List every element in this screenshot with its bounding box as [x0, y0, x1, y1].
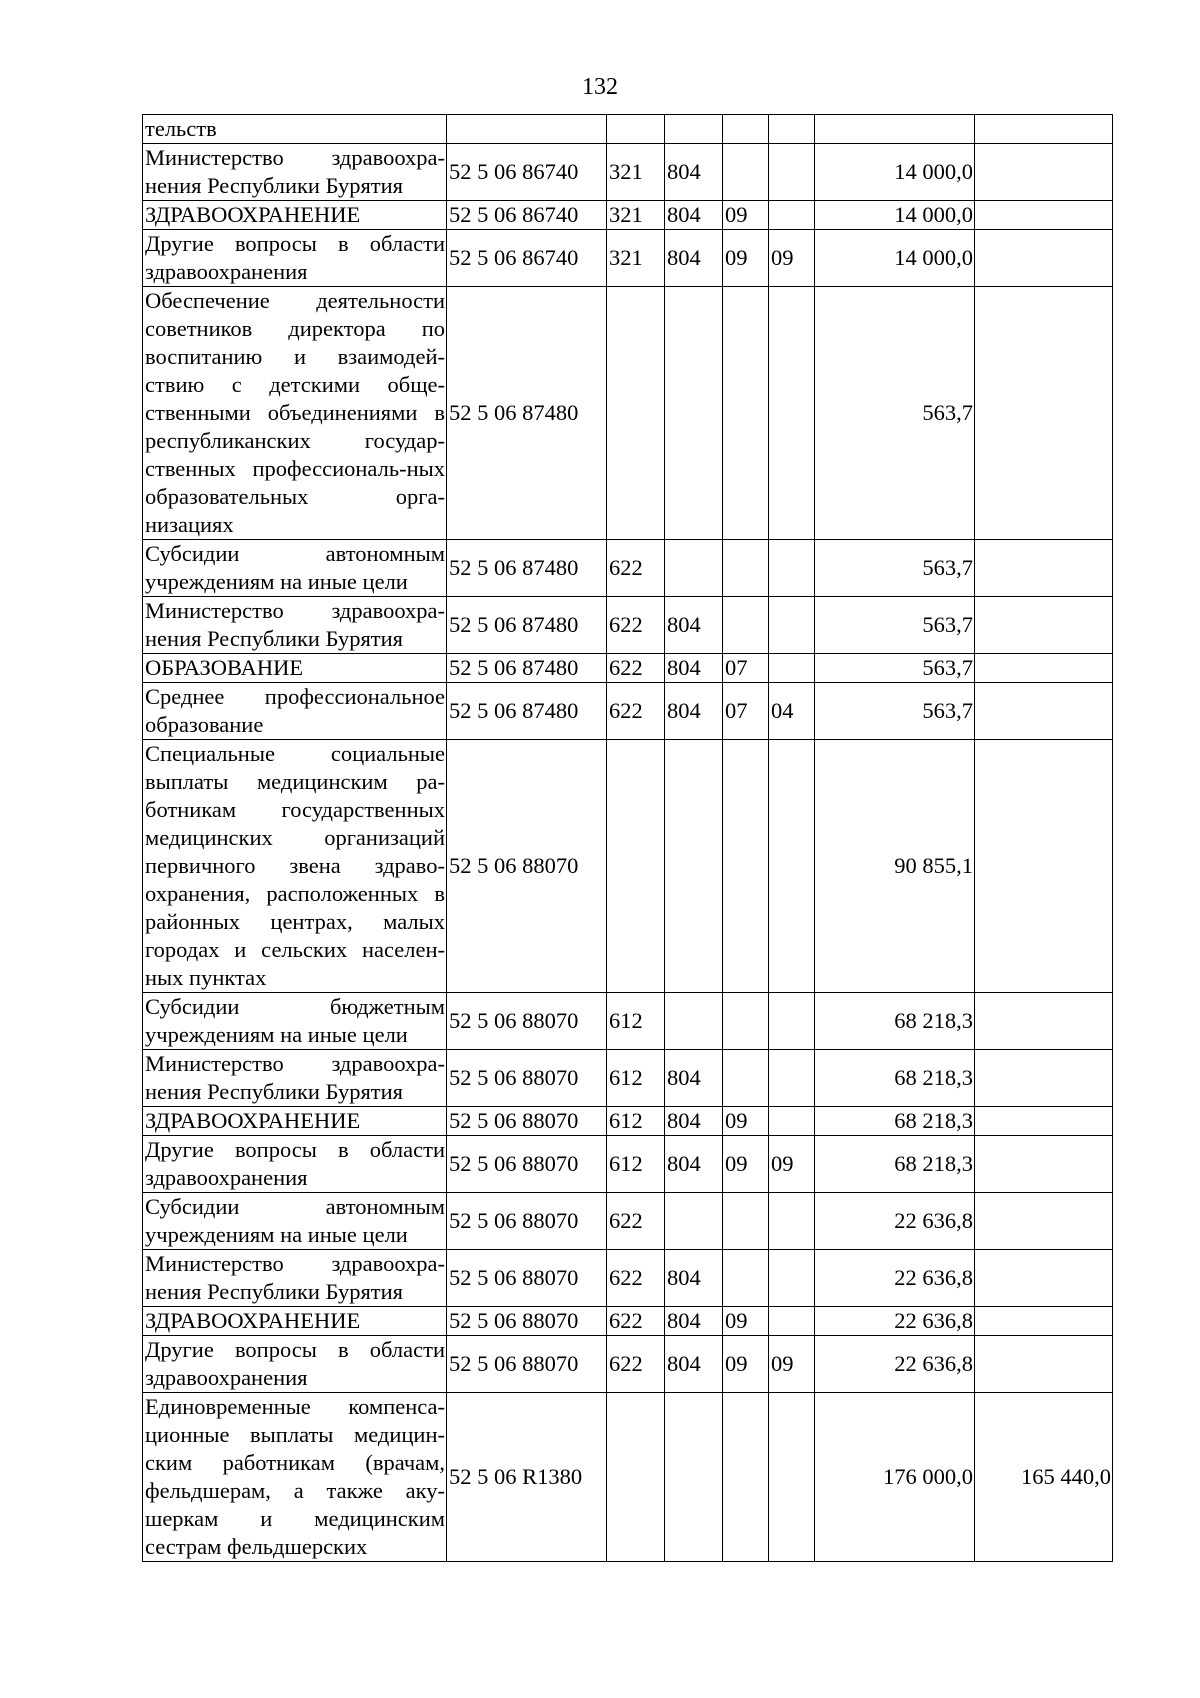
row-code: 52 5 06 88070: [447, 1136, 607, 1193]
row-name: ОБРАЗОВАНИЕ: [143, 654, 447, 683]
row-amount-2: [975, 287, 1113, 540]
row-kvr: 321: [607, 230, 665, 287]
row-code: 52 5 06 87480: [447, 683, 607, 740]
row-amount: [815, 115, 975, 144]
row-kvr: 612: [607, 1050, 665, 1107]
row-amount-2: [975, 1336, 1113, 1393]
row-name: Другие вопросы в области здравоохранения: [143, 1136, 447, 1193]
row-grbs: [665, 740, 723, 993]
row-code: 52 5 06 87480: [447, 540, 607, 597]
row-amount: 68 218,3: [815, 1136, 975, 1193]
row-code: [447, 115, 607, 144]
table-row: [143, 1193, 1113, 1250]
row-name: тельств: [143, 115, 447, 144]
row-name: ЗДРАВООХРАНЕНИЕ: [143, 1307, 447, 1336]
row-pr: 09: [769, 230, 815, 287]
row-amount: 22 636,8: [815, 1307, 975, 1336]
table-row: [143, 1393, 1113, 1562]
row-grbs: 804: [665, 230, 723, 287]
row-rz: [723, 540, 769, 597]
row-amount-2: [975, 1050, 1113, 1107]
table-row: [143, 230, 1113, 287]
table-row: [143, 740, 1113, 993]
row-amount-2: [975, 654, 1113, 683]
row-pr: [769, 1107, 815, 1136]
row-code: 52 5 06 86740: [447, 144, 607, 201]
row-amount-2: [975, 1193, 1113, 1250]
row-kvr: 622: [607, 683, 665, 740]
row-grbs: [665, 540, 723, 597]
row-amount-2: [975, 1136, 1113, 1193]
row-pr: [769, 597, 815, 654]
row-grbs: 804: [665, 201, 723, 230]
row-amount: 68 218,3: [815, 993, 975, 1050]
table-row: [143, 597, 1113, 654]
row-rz: [723, 1393, 769, 1562]
row-amount: 563,7: [815, 540, 975, 597]
table-row: [143, 144, 1113, 201]
row-code: 52 5 06 88070: [447, 993, 607, 1050]
row-pr: [769, 993, 815, 1050]
row-amount-2: [975, 1250, 1113, 1307]
row-amount-2: [975, 597, 1113, 654]
row-amount-2: [975, 1307, 1113, 1336]
row-amount: 176 000,0: [815, 1393, 975, 1562]
row-amount: 68 218,3: [815, 1050, 975, 1107]
row-code: 52 5 06 88070: [447, 1193, 607, 1250]
row-name: Обеспечение деятельности советников директора по воспитанию и взаимодей-ствию с детскими обще-ственными объединениями в республиканских государ-ственных профессиональ-ных образовательных орга-низациях: [143, 287, 447, 540]
table-row: [143, 115, 1113, 144]
row-rz: 09: [723, 1107, 769, 1136]
row-rz: [723, 287, 769, 540]
row-name: ЗДРАВООХРАНЕНИЕ: [143, 1107, 447, 1136]
row-rz: 09: [723, 1307, 769, 1336]
row-pr: 09: [769, 1136, 815, 1193]
row-pr: [769, 115, 815, 144]
row-rz: [723, 1193, 769, 1250]
row-grbs: 804: [665, 1250, 723, 1307]
table-row: [143, 1307, 1113, 1336]
row-amount-2: [975, 993, 1113, 1050]
row-amount: 563,7: [815, 654, 975, 683]
row-kvr: 321: [607, 201, 665, 230]
row-code: 52 5 06 87480: [447, 287, 607, 540]
row-pr: [769, 1050, 815, 1107]
row-kvr: 321: [607, 144, 665, 201]
row-grbs: [665, 1193, 723, 1250]
row-rz: 09: [723, 1136, 769, 1193]
row-kvr: 612: [607, 1136, 665, 1193]
row-code: 52 5 06 87480: [447, 654, 607, 683]
row-grbs: 804: [665, 144, 723, 201]
row-amount-2: [975, 683, 1113, 740]
row-kvr: 622: [607, 1307, 665, 1336]
row-amount-2: [975, 540, 1113, 597]
row-amount-2: [975, 201, 1113, 230]
row-grbs: 804: [665, 1107, 723, 1136]
row-grbs: 804: [665, 1307, 723, 1336]
table-row: [143, 1336, 1113, 1393]
row-amount-2: [975, 1107, 1113, 1136]
row-name: Субсидии бюджетным учреждениям на иные цели: [143, 993, 447, 1050]
row-pr: [769, 287, 815, 540]
table-row: [143, 993, 1113, 1050]
row-code: 52 5 06 88070: [447, 1336, 607, 1393]
row-rz: 09: [723, 230, 769, 287]
row-amount: 22 636,8: [815, 1336, 975, 1393]
table-row: [143, 287, 1113, 540]
row-amount-2: [975, 115, 1113, 144]
row-kvr: 622: [607, 597, 665, 654]
table-row: [143, 683, 1113, 740]
row-name: Субсидии автономным учреждениям на иные цели: [143, 540, 447, 597]
row-grbs: [665, 993, 723, 1050]
row-pr: [769, 1250, 815, 1307]
row-rz: [723, 115, 769, 144]
row-pr: [769, 740, 815, 993]
row-pr: [769, 201, 815, 230]
row-name: ЗДРАВООХРАНЕНИЕ: [143, 201, 447, 230]
row-grbs: 804: [665, 597, 723, 654]
row-name: Министерство здравоохра-нения Республики Бурятия: [143, 597, 447, 654]
row-amount: 22 636,8: [815, 1250, 975, 1307]
row-kvr: [607, 287, 665, 540]
row-pr: [769, 540, 815, 597]
row-grbs: [665, 287, 723, 540]
table-row: [143, 1250, 1113, 1307]
table-row: [143, 540, 1113, 597]
row-code: 52 5 06 R1380: [447, 1393, 607, 1562]
row-kvr: 622: [607, 1336, 665, 1393]
page-number: 132: [582, 74, 618, 100]
row-name: Министерство здравоохра-нения Республики Бурятия: [143, 1050, 447, 1107]
row-pr: 04: [769, 683, 815, 740]
row-kvr: 622: [607, 654, 665, 683]
budget-table: [142, 114, 1113, 1562]
row-name: Министерство здравоохра-нения Республики Бурятия: [143, 1250, 447, 1307]
row-amount: 14 000,0: [815, 201, 975, 230]
row-code: 52 5 06 88070: [447, 1050, 607, 1107]
row-grbs: 804: [665, 1050, 723, 1107]
row-amount-2: 165 440,0: [975, 1393, 1113, 1562]
row-name: Единовременные компенса-ционные выплаты медицин-ским работникам (врачам, фельдшерам, а также аку-шеркам и медицинским сестрам фельдшерских: [143, 1393, 447, 1562]
row-amount-2: [975, 230, 1113, 287]
row-rz: [723, 597, 769, 654]
row-name: Среднее профессиональное образование: [143, 683, 447, 740]
row-amount: 22 636,8: [815, 1193, 975, 1250]
row-name: Субсидии автономным учреждениям на иные цели: [143, 1193, 447, 1250]
row-rz: 09: [723, 1336, 769, 1393]
table-row: [143, 1050, 1113, 1107]
row-grbs: 804: [665, 1136, 723, 1193]
row-grbs: [665, 115, 723, 144]
row-kvr: [607, 1393, 665, 1562]
row-kvr: 622: [607, 1193, 665, 1250]
row-kvr: 622: [607, 540, 665, 597]
row-kvr: 622: [607, 1250, 665, 1307]
row-amount-2: [975, 740, 1113, 993]
row-grbs: 804: [665, 683, 723, 740]
row-amount: 14 000,0: [815, 230, 975, 287]
row-rz: [723, 144, 769, 201]
row-pr: [769, 654, 815, 683]
row-code: 52 5 06 88070: [447, 1107, 607, 1136]
row-rz: [723, 993, 769, 1050]
row-amount: 563,7: [815, 597, 975, 654]
row-name: Другие вопросы в области здравоохранения: [143, 1336, 447, 1393]
table-row: [143, 1136, 1113, 1193]
table-row: [143, 201, 1113, 230]
row-name: Другие вопросы в области здравоохранения: [143, 230, 447, 287]
table-row: [143, 1107, 1113, 1136]
row-name: Министерство здравоохра-нения Республики Бурятия: [143, 144, 447, 201]
row-rz: 09: [723, 201, 769, 230]
row-code: 52 5 06 87480: [447, 597, 607, 654]
row-rz: [723, 1250, 769, 1307]
row-pr: [769, 1193, 815, 1250]
row-name: Специальные социальные выплаты медицинским ра-ботникам государственных медицинских организаций первичного звена здраво-охранения, расположенных в районных центрах, малых городах и сельских населен-ных пунктах: [143, 740, 447, 993]
row-pr: 09: [769, 1336, 815, 1393]
row-amount: 68 218,3: [815, 1107, 975, 1136]
row-amount-2: [975, 144, 1113, 201]
row-kvr: [607, 115, 665, 144]
row-grbs: 804: [665, 654, 723, 683]
row-code: 52 5 06 86740: [447, 201, 607, 230]
row-grbs: 804: [665, 1336, 723, 1393]
row-pr: [769, 144, 815, 201]
row-amount: 563,7: [815, 287, 975, 540]
row-rz: 07: [723, 683, 769, 740]
row-rz: [723, 740, 769, 993]
row-kvr: 612: [607, 993, 665, 1050]
row-pr: [769, 1393, 815, 1562]
row-grbs: [665, 1393, 723, 1562]
row-pr: [769, 1307, 815, 1336]
row-code: 52 5 06 88070: [447, 740, 607, 993]
row-code: 52 5 06 88070: [447, 1250, 607, 1307]
row-amount: 90 855,1: [815, 740, 975, 993]
row-code: 52 5 06 88070: [447, 1307, 607, 1336]
row-amount: 14 000,0: [815, 144, 975, 201]
row-rz: 07: [723, 654, 769, 683]
row-rz: [723, 1050, 769, 1107]
table-row: [143, 654, 1113, 683]
row-amount: 563,7: [815, 683, 975, 740]
row-kvr: 612: [607, 1107, 665, 1136]
row-kvr: [607, 740, 665, 993]
row-code: 52 5 06 86740: [447, 230, 607, 287]
